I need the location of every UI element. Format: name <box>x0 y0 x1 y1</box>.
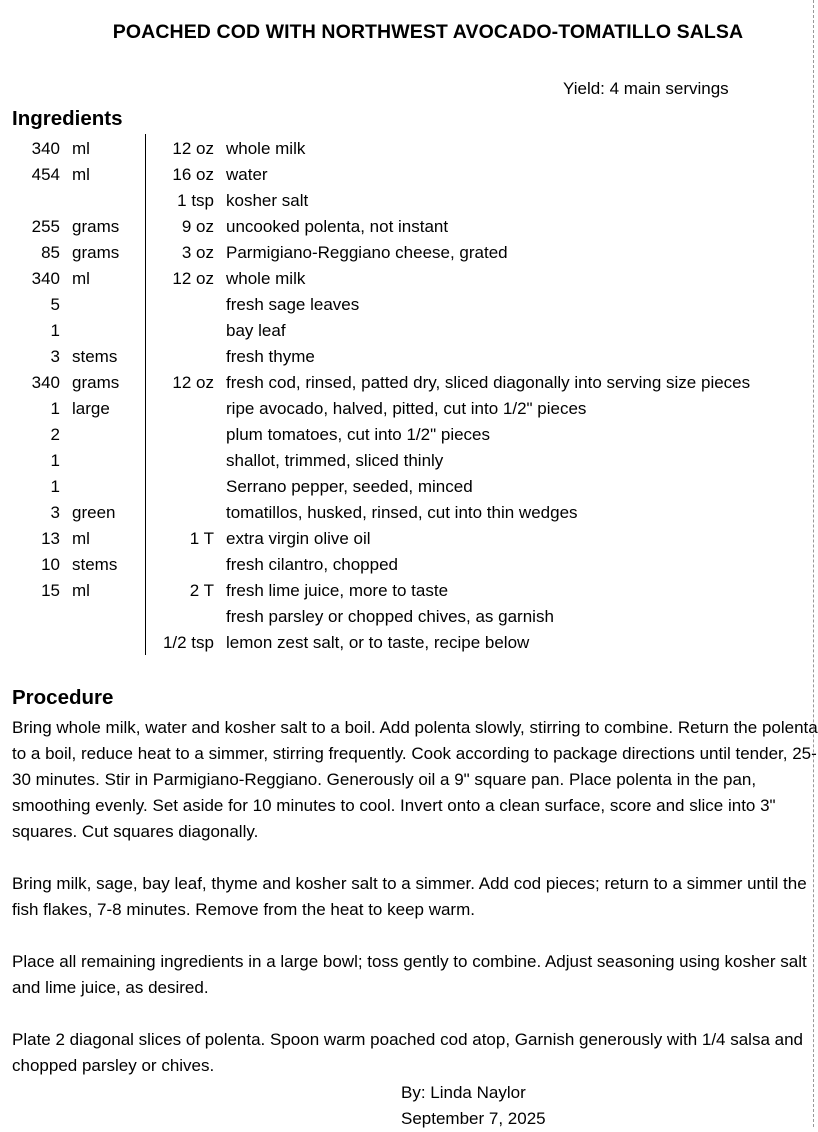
date: September 7, 2025 <box>401 1109 546 1128</box>
metric-unit: grams <box>72 243 120 262</box>
metric-qty: 340 <box>31 269 60 288</box>
ingredient-row <box>0 448 812 474</box>
metric-qty: 13 <box>41 529 60 548</box>
ingredient-desc: whole milk <box>226 139 306 158</box>
metric-unit: ml <box>72 581 90 600</box>
ingredient-row <box>0 318 812 344</box>
ingredient-desc: kosher salt <box>226 191 309 210</box>
imperial-qty: 12 oz <box>172 373 214 392</box>
ingredient-row <box>0 422 812 448</box>
imperial-qty: 12 oz <box>172 269 214 288</box>
ingredient-desc: plum tomatoes, cut into 1/2" pieces <box>226 425 491 444</box>
metric-unit: large <box>72 399 110 418</box>
ingredient-row <box>0 630 812 656</box>
metric-unit: ml <box>72 165 90 184</box>
recipe-title: POACHED COD WITH NORTHWEST AVOCADO-TOMATILLO SALSA <box>112 21 744 43</box>
metric-unit: grams <box>72 217 120 236</box>
ingredient-desc: bay leaf <box>226 321 286 340</box>
ingredient-row <box>0 214 812 240</box>
metric-unit: ml <box>72 269 90 288</box>
ingredient-row <box>0 136 812 162</box>
ingredient-desc: fresh parsley or chopped chives, as garnish <box>226 607 554 626</box>
ingredient-row <box>0 292 812 318</box>
metric-qty: 454 <box>31 165 60 184</box>
metric-unit: stems <box>72 555 118 574</box>
metric-qty: 5 <box>50 295 60 314</box>
procedure-step: Place all remaining ingredients in a large bowl; toss gently to combine. Adjust seasoning using kosher salt and lime juice, as desired. <box>12 952 807 997</box>
ingredient-row <box>0 396 812 422</box>
ingredient-desc: uncooked polenta, not instant <box>226 217 449 236</box>
procedure-step: Bring milk, sage, bay leaf, thyme and kosher salt to a simmer. Add cod pieces; return to a simmer until the fish flakes, 7-8 minutes. Remove from the heat to keep warm. <box>12 874 807 919</box>
imperial-qty: 16 oz <box>172 165 214 184</box>
metric-qty: 340 <box>31 373 60 392</box>
author: By: Linda Naylor <box>401 1083 526 1102</box>
procedure-step: Plate 2 diagonal slices of polenta. Spoon warm poached cod atop, Garnish generously with 1/4 salsa and chopped parsley or chives. <box>12 1030 803 1075</box>
imperial-qty: 9 oz <box>181 217 214 236</box>
metric-qty: 10 <box>41 555 60 574</box>
metric-qty: 340 <box>31 139 60 158</box>
metric-qty: 1 <box>50 321 60 340</box>
ingredient-desc: whole milk <box>226 269 306 288</box>
ingredient-desc: fresh thyme <box>226 347 315 366</box>
imperial-qty: 1/2 tsp <box>162 633 214 652</box>
ingredient-desc: shallot, trimmed, sliced thinly <box>226 451 444 470</box>
ingredient-desc: extra virgin olive oil <box>226 529 371 548</box>
byline <box>401 1080 546 1132</box>
metric-unit: grams <box>72 373 120 392</box>
imperial-qty: 12 oz <box>172 139 214 158</box>
metric-qty: 1 <box>50 399 60 418</box>
procedure-step: Bring whole milk, water and kosher salt to a boil. Add polenta slowly, stirring to combine. Return the polenta to a boil, reduce heat to a simmer, stirring frequently. Cook according to package directions until tender, 25-30 minutes. Stir in Parmigiano-Reggiano. Generously oil a 9" square pan. Place polenta in the pan, smoothing evenly. Set aside for 10 minutes to cool. Invert onto a clean surface, score and slice into 3" squares. Cut squares diagonally. <box>12 718 818 841</box>
metric-qty: 3 <box>50 347 60 366</box>
ingredient-desc: fresh sage leaves <box>226 295 360 314</box>
metric-unit: ml <box>72 529 90 548</box>
imperial-qty: 1 tsp <box>177 191 214 210</box>
ingredient-row <box>0 240 812 266</box>
procedure-text <box>12 715 818 1105</box>
ingredient-desc: ripe avocado, halved, pitted, cut into 1/2" pieces <box>226 399 587 418</box>
metric-qty: 1 <box>50 451 60 470</box>
metric-qty: 1 <box>50 477 60 496</box>
imperial-qty: 3 oz <box>181 243 214 262</box>
ingredient-desc: fresh cod, rinsed, patted dry, sliced diagonally into serving size pieces <box>226 373 751 392</box>
ingredient-row <box>0 578 812 604</box>
ingredient-desc: Serrano pepper, seeded, minced <box>226 477 473 496</box>
ingredients-list <box>0 136 812 656</box>
ingredient-row <box>0 526 812 552</box>
ingredient-row <box>0 552 812 578</box>
metric-qty: 85 <box>41 243 60 262</box>
imperial-qty: 1 T <box>189 529 214 548</box>
ingredient-row <box>0 162 812 188</box>
metric-qty: 15 <box>41 581 60 600</box>
metric-unit: green <box>72 503 116 522</box>
ingredient-row <box>0 500 812 526</box>
metric-unit: stems <box>72 347 118 366</box>
ingredient-row <box>0 188 812 214</box>
metric-unit: ml <box>72 139 90 158</box>
ingredient-row <box>0 266 812 292</box>
metric-qty: 2 <box>50 425 60 444</box>
recipe-yield: Yield: 4 main servings <box>563 79 729 98</box>
ingredient-desc: water <box>226 165 268 184</box>
ingredient-desc: fresh lime juice, more to taste <box>226 581 449 600</box>
ingredients-heading: Ingredients <box>12 107 123 130</box>
metric-qty: 3 <box>50 503 60 522</box>
ingredient-desc: tomatillos, husked, rinsed, cut into thin wedges <box>226 503 578 522</box>
ingredient-desc: Parmigiano-Reggiano cheese, grated <box>226 243 508 262</box>
ingredient-row <box>0 344 812 370</box>
ingredient-desc: fresh cilantro, chopped <box>226 555 398 574</box>
procedure-heading: Procedure <box>12 686 114 709</box>
ingredient-row <box>0 604 812 630</box>
metric-qty: 255 <box>31 217 60 236</box>
ingredient-row <box>0 370 812 396</box>
imperial-qty: 2 T <box>189 581 214 600</box>
ingredient-desc: lemon zest salt, or to taste, recipe below <box>226 633 530 652</box>
ingredient-row <box>0 474 812 500</box>
